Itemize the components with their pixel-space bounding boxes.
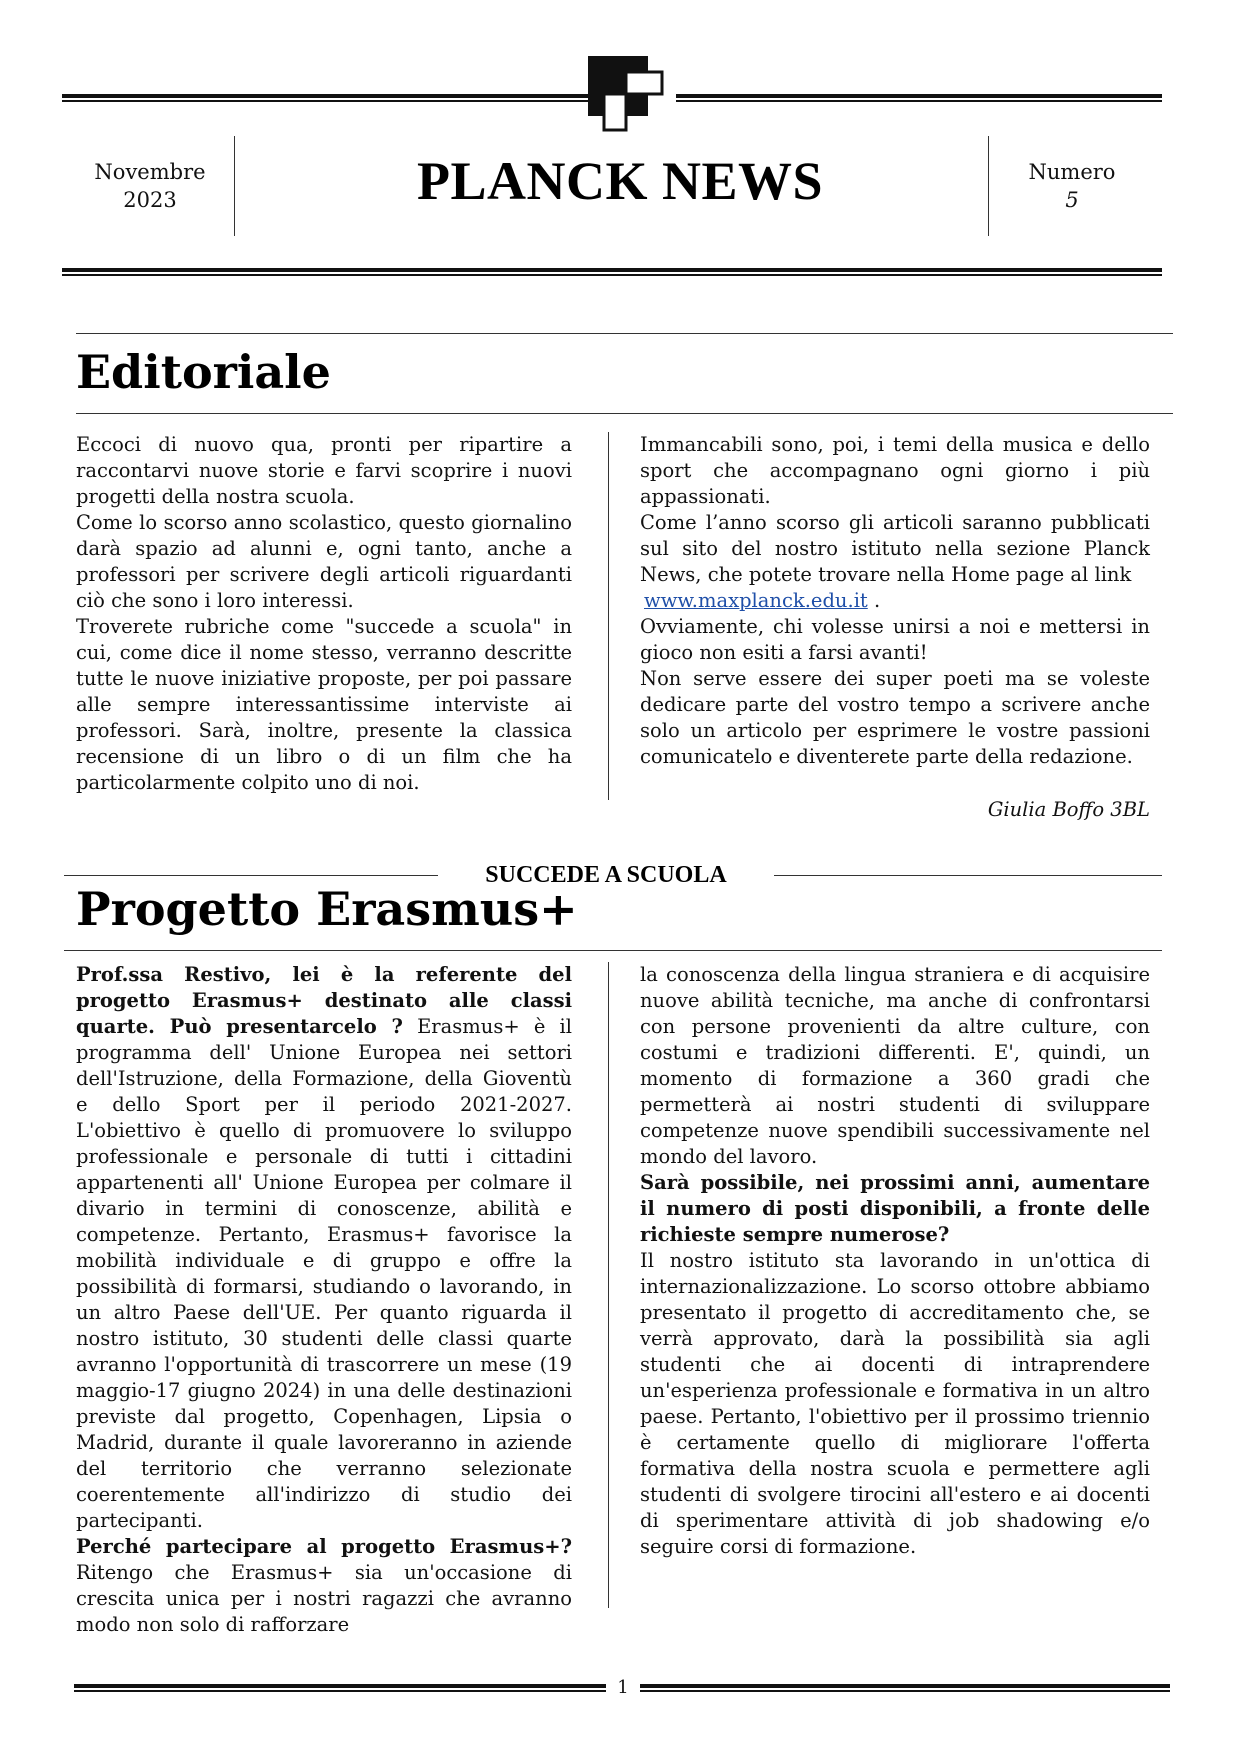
issue-month: Novembre [94, 160, 206, 184]
erasmus-paragraph [76, 1534, 572, 1638]
school-website-link[interactable]: www.maxplanck.edu.it [644, 589, 868, 612]
erasmus-paragraph: la conoscenza della lingua straniera e di acquisire nuove abilità tecniche, ma anche di confrontarsi con persone provenienti da altre culture, con costumi e tradizioni differenti. E', quindi, un momento di formazione a 360 gradi che permetterà ai nostri studenti di sviluppare competenze nuove spendibili successivamente nel mondo del lavoro. [640, 963, 1150, 1168]
erasmus-paragraph [640, 1170, 1150, 1248]
editoriale-column-divider [608, 432, 609, 800]
erasmus-column-divider [608, 962, 609, 1608]
erasmus-title: Progetto Erasmus+ [76, 882, 578, 936]
erasmus-title-rule [64, 950, 1162, 951]
issue-number-label: Numero [1028, 160, 1116, 184]
editoriale-signature: Giulia Boffo 3BL [987, 798, 1150, 821]
interview-question: Prof.ssa Restivo, lei è la referente del progetto Erasmus+ destinato alle classi quarte. Può presentarcelo ? [76, 963, 572, 1038]
newspaper-title: PLANCK NEWS [416, 151, 824, 211]
masthead-top-rule-right [676, 94, 1162, 102]
issue-year: 2023 [123, 188, 177, 212]
editoriale-title: Editoriale [76, 345, 331, 399]
editoriale-top-rule [76, 333, 1173, 334]
interview-answer: Ritengo che Erasmus+ sia un'occasione di crescita unica per i nostri ragazzi che avranno modo non solo di rafforzare [76, 1561, 572, 1636]
masthead-divider-right [988, 136, 989, 236]
editoriale-paragraph: Come lo scorso anno scolastico, questo giornalino darà spazio ad alunni e, ogni tanto, anche a professori per scrivere degli articoli riguardanti ciò che sono i loro interessi. [76, 511, 572, 612]
kicker-rule-left [64, 875, 438, 876]
masthead-divider-left [234, 136, 235, 236]
interview-question: Perché partecipare al progetto Erasmus+? [76, 1535, 572, 1558]
issue-number-box [1002, 158, 1142, 214]
erasmus-column-2 [640, 962, 1150, 1560]
masthead-bottom-rule [62, 268, 1162, 276]
footer-rule-left [74, 1684, 606, 1692]
editoriale-paragraph: Ovviamente, chi volesse unirsi a noi e mettersi in gioco non esiti a farsi avanti! [640, 615, 1150, 664]
editoriale-paragraph: Non serve essere dei super poeti ma se voleste dedicare parte del vostro tempo a scrivere anche solo un articolo per esprimere le vostre passioni comunicatelo e diventerete parte della redazione. [640, 667, 1150, 768]
interview-question: Sarà possibile, nei prossimi anni, aumentare il numero di posti disponibili, a fronte delle richieste sempre numerose? [640, 1171, 1150, 1246]
interview-answer: Erasmus+ è il programma dell' Unione Europea nei settori dell'Istruzione, della Formazione, della Gioventù e dello Sport per il periodo 2021-2027. L'obiettivo è quello di promuovere lo sviluppo professionale e personale di tutti i cittadini appartenenti all' Unione Europea per colmare il divario in termini di conoscenze, abilità e competenze. Pertanto, Erasmus+ favorisce la mobilità individuale e di gruppo e offre la possibilità di formarsi, studiando o lavorando, in un altro Paese dell'UE. Per quanto riguarda il nostro istituto, 30 studenti delle classi quarte avranno l'opportunità di trascorrere un mese (19 maggio-17 giugno 2024) in una delle destinazioni previste dal progetto, Copenhagen, Lipsia o Madrid, durante il quale lavoreranno in aziende del territorio che verranno selezionate coerentemente all'indirizzo di studio dei partecipanti. [76, 1015, 572, 1532]
erasmus-column-1 [76, 962, 572, 1638]
editoriale-paragraph: Troverete rubriche come "succede a scuola" in cui, come dice il nome stesso, verranno descritte tutte le nuove iniziative proposte, per poi passare alle sempre interessantissime interviste ai professori. Sarà, inoltre, presente la classica recensione di un libro o di un film che ha particolarmente colpito uno di noi. [76, 615, 572, 794]
editoriale-paragraph [640, 510, 1150, 614]
editoriale-paragraph: Immancabili sono, poi, i temi della musica e dello sport che accompagnano ogni giorno i più appassionati. [640, 433, 1150, 508]
editoriale-column-2 [640, 432, 1150, 770]
page-number: 1 [617, 1677, 629, 1698]
kicker-rule-right [774, 875, 1162, 876]
editoriale-text: Come l’anno scorso gli articoli saranno pubblicati sul sito del nostro istituto nella sezione Planck News, che potete trovare nella Home page al link [640, 511, 1150, 586]
editoriale-bottom-rule [76, 413, 1173, 414]
issue-number: 5 [1065, 188, 1079, 212]
footer-rule-right [640, 1684, 1170, 1692]
editoriale-text: . [867, 589, 881, 612]
erasmus-paragraph: Il nostro istituto sta lavorando in un'ottica di internazionalizzazione. Lo scorso ottobre abbiamo presentato il progetto di accreditamento che, se verrà approvato, darà la possibilità sia agli studenti che ai docenti di intraprendere un'esperienza professionale e formativa in un altro paese. Pertanto, l'obiettivo per il prossimo triennio è certamente quello di migliorare l'offerta formativa della nostra scuola e permettere agli studenti di svolgere tirocini all'estero e ai docenti di sperimentare attività di job shadowing e/o seguire corsi di formazione. [640, 1249, 1150, 1558]
issue-date [80, 158, 220, 214]
editoriale-paragraph: Eccoci di nuovo qua, pronti per ripartire a raccontarvi nuove storie e farvi scoprire i nuovi progetti della nostra scuola. [76, 433, 572, 508]
editoriale-column-1 [76, 432, 572, 796]
section-kicker: SUCCEDE A SCUOLA [485, 862, 727, 888]
masthead-top-rule-left [62, 94, 592, 102]
planck-logo-icon [586, 54, 666, 134]
erasmus-paragraph [76, 962, 572, 1534]
